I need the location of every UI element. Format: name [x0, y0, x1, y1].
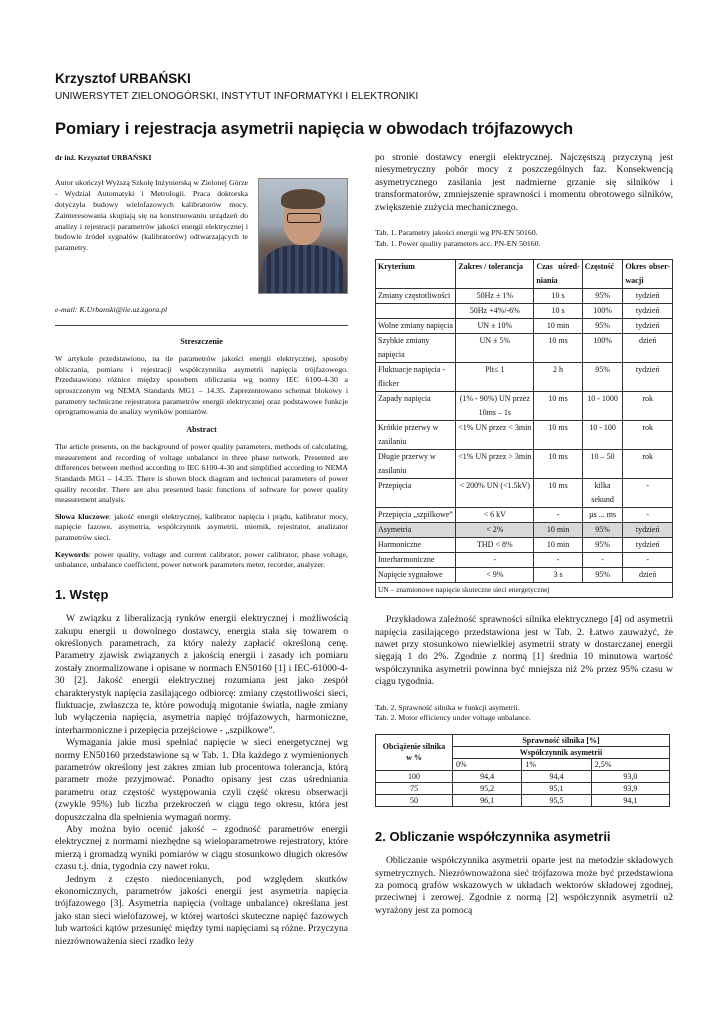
table-cell: µs ... ms	[582, 508, 623, 523]
paragraph: Obliczanie współczynnika asymetrii oparte jest na metodzie składowych symetrycznych. Niezrównoważona sieć trójfazowa może być przedstawiona za pomocą grafów wskazowych w układach wektorów składowej zgodnej, przeciwnej i zerowej. Zgodnie z normą [2] współczynnik asymetrii u2 wyrażony jest za pomocą	[375, 855, 673, 916]
table-cell: < 200% UN (<1.5kV)	[456, 479, 534, 508]
table-1-caption-en: Tab. 1. Power quality parameters acc. PN-EN 50160.	[375, 238, 541, 248]
left-column	[55, 152, 348, 948]
table-cell: <1% UN przez > 3min	[456, 450, 534, 479]
table-cell: 94,4	[453, 770, 522, 782]
t2-col-header: 2,5%	[591, 758, 669, 770]
keywords-en-label: Keywords	[55, 549, 89, 559]
t2-col-header: 0%	[453, 758, 522, 770]
table-cell: < 2%	[456, 523, 534, 538]
table-row	[376, 770, 670, 782]
table-cell: rok	[623, 392, 673, 421]
table-cell: 95%	[582, 289, 623, 304]
table-cell: 95%	[582, 363, 623, 392]
table-row	[376, 523, 673, 538]
table-cell: Szybkie zmiany napięcia	[376, 334, 456, 363]
table-row	[376, 289, 673, 304]
table-cell: Wolne zmiany napięcia	[376, 319, 456, 334]
table-cell: 94,4	[522, 770, 591, 782]
table-row	[376, 479, 673, 508]
table-row	[376, 568, 673, 583]
t2-header-efficiency: Sprawność silnika [%]	[453, 734, 670, 746]
table-cell: dzień	[623, 334, 673, 363]
keywords-en-text: : power quality, voltage and current calibrator, power calibrator, phase voltage, unbalance, unbalance coefficient, power network parameters meter, recorder, analyzer.	[55, 549, 348, 570]
author-bio: Autor ukończył Wyższą Szkołę Inżynierską w Zielonej Górze - Wydział Automatyki i Metrologii. Praca doktorska dotyczyła budowy wielofazowych kalibratorów mocy. Zainteresowania skupiają się na konstruowaniu urządzeń do analizy i rejestracji parametrów jakości energii elektrycznej i budowie źródeł sygnałów (kalibratorów) odtwarzających te parametry.	[55, 178, 248, 253]
table-cell: tydzień	[623, 289, 673, 304]
table-cell: -	[623, 553, 673, 568]
table-cell: Zmiany częstotliwości	[376, 289, 456, 304]
table-row	[376, 553, 673, 568]
paragraph: Aby można było ocenić jakość – zgodność parametrów energii elektrycznej z normami niezbędne są wieloparametrowe rejestratory, które mierzą i gromadzą wyniki pomiarów w ciągu stosunkowo długich okresów czasu t.j. dnia, tygodnia czy nawet roku.	[55, 824, 348, 873]
section-2-heading: 2. Obliczanie współczynnika asymetrii	[375, 828, 611, 844]
t1-header-cell: Czas uśred-niania	[534, 260, 582, 289]
table-cell: Harmoniczne	[376, 538, 456, 553]
table-cell: 100%	[582, 334, 623, 363]
table-2	[375, 734, 670, 807]
table-cell: < 6 kV	[456, 508, 534, 523]
table-row	[376, 392, 673, 421]
table-cell: 95,2	[453, 782, 522, 794]
table-row	[376, 319, 673, 334]
table-row	[376, 450, 673, 479]
right-column	[375, 152, 673, 917]
table-cell: rok	[623, 421, 673, 450]
table-cell: <1% UN przez < 3min	[456, 421, 534, 450]
author-line: dr inż. Krzysztof URBAŃSKI	[55, 153, 152, 162]
table-cell: 95,5	[522, 794, 591, 806]
table-cell: 96,1	[453, 794, 522, 806]
table-cell: -	[456, 553, 534, 568]
table-row	[376, 304, 673, 319]
table-cell: tydzień	[623, 319, 673, 334]
table-cell: 10 ms	[534, 450, 582, 479]
table-cell: dzień	[623, 568, 673, 583]
table-cell: -	[623, 479, 673, 508]
table-cell: -	[623, 508, 673, 523]
t2-header-unbalance: Współczynnik asymetrii	[453, 746, 670, 758]
table-cell: 10 s	[534, 304, 582, 319]
table-row	[376, 794, 670, 806]
paragraph: po stronie dostawcy energii elektrycznej. Najczęstszą przyczyną jest niesymetryczny pobór mocy z poszczególnych faz. Konsekwencją asymetrycznego zasilania jest nadmierne grzanie się silników i transformatorów, zmniejszenie sprawności i momentu obrotowego silników, zwiększenie zużycia mechanicznego.	[375, 152, 673, 213]
keywords-pl	[55, 512, 348, 544]
table-cell: Napięcie sygnałowe	[376, 568, 456, 583]
table-2-caption-en: Tab. 2. Motor efficiency under voltage unbalance.	[375, 713, 531, 723]
table-cell: Długie przerwy w zasilaniu	[376, 450, 456, 479]
author-name: Krzysztof URBAŃSKI	[55, 71, 191, 86]
table-cell: 50Hz +4%/-6%	[456, 304, 534, 319]
table-cell: tydzień	[623, 304, 673, 319]
paragraph: Jednym z często niedocenianych, pod względem skutków ekonomicznych, parametrów jakości energii jest asymetria napięcia trójfazowego [3]. Asymetria napięcia (voltage unbalance) określana jest jako stan sieci wielofazowej, w której wartości skuteczne napięć fazowych lub wartości kątów przesunięć między tymi napięciami są różne. Przyczyna niezrównoważenia sieci rzadko leży	[55, 873, 348, 947]
table-cell: tydzień	[623, 363, 673, 392]
section-1-heading: 1. Wstęp	[55, 586, 109, 602]
table-cell: -	[582, 553, 623, 568]
table-cell: kilka sekund	[582, 479, 623, 508]
table-cell: 10 ms	[534, 479, 582, 508]
table-cell: Przepięcia „szpilkowe”	[376, 508, 456, 523]
table-cell: UN ± 10%	[456, 319, 534, 334]
author-email: e-mail: K.Urbanski@iie.uz.zgora.pl	[55, 305, 168, 315]
table-cell: 10 ms	[534, 392, 582, 421]
table-2-caption	[375, 703, 673, 724]
paper-title: Pomiary i rejestracja asymetrii napięcia w obwodach trójfazowych	[55, 120, 574, 138]
table-cell: Asymetria	[376, 523, 456, 538]
paragraph: Przykładowa zależność sprawności silnika elektrycznego [4] od asymetrii napięcia zasilającego przedstawiona jest w Tab. 2. Łatwo zauważyć, że nawet przy stosunkowo niewielkiej asymetrii straty w dostarczanej energii sięgają 1 do 2%. Zgodnie z normą [1] średnia 10 minutowa wartość współczynnika asymetrii powinna być mniejsza niż 2% przez 95% czasu w ciągu tygodnia.	[375, 614, 673, 688]
table-cell: < 9%	[456, 568, 534, 583]
table-cell: Plt≤ 1	[456, 363, 534, 392]
table-row	[376, 363, 673, 392]
table-cell: 10 min	[534, 523, 582, 538]
table-cell: 95%	[582, 568, 623, 583]
table-cell: Krótkie przerwy w zasilaniu	[376, 421, 456, 450]
table-cell: 100	[376, 770, 453, 782]
table-cell: 100%	[582, 304, 623, 319]
table-cell: -	[534, 508, 582, 523]
table-cell: Zapady napięcia	[376, 392, 456, 421]
keywords-en	[55, 550, 348, 571]
table-cell: 10 min	[534, 538, 582, 553]
table-cell: 10 s	[534, 289, 582, 304]
table-cell: tydzień	[623, 538, 673, 553]
table-cell: 93,9	[591, 782, 669, 794]
table-row	[376, 334, 673, 363]
table-1-caption-pl: Tab. 1. Parametry jakości energii wg PN-EN 50160.	[375, 228, 538, 238]
keywords-pl-label: Słowa kluczowe	[55, 511, 109, 521]
table-cell: 95%	[582, 523, 623, 538]
table-cell	[376, 304, 456, 319]
paragraph: Wymagania jakie musi spełniać napięcie w sieci energetycznej wg normy EN50160 przedstawione są w Tab. 1. Dla każdego z wymienionych parametrów określony jest zakres zmian lub procentowa tolerancja, którą parametr może przyjmować. Ponadto opisany jest czas uśredniania parametru oraz częstość występowania czyli część okresu obserwacji (zwykle 95%) lub liczba przekroczeń w ciągu tego okresu, która jest dopuszczalna dla spełnienia wymagań normy.	[55, 737, 348, 823]
table-row	[376, 508, 673, 523]
table-cell: 10 ms	[534, 421, 582, 450]
table-1-caption	[375, 228, 673, 249]
table-cell: 2 h	[534, 363, 582, 392]
table-cell: (1% - 90%) UN przez 10ms – 1s	[456, 392, 534, 421]
t2-col-header: 1%	[522, 758, 591, 770]
table-cell: 94,1	[591, 794, 669, 806]
table-row	[376, 782, 670, 794]
table-cell: 10 ms	[534, 334, 582, 363]
table-cell: tydzień	[623, 523, 673, 538]
table-1	[375, 259, 673, 598]
table-cell: 10 min	[534, 319, 582, 334]
divider	[55, 325, 348, 326]
table-cell: 50Hz ± 1%	[456, 289, 534, 304]
table-cell: rok	[623, 450, 673, 479]
table-cell: Interharmoniczne	[376, 553, 456, 568]
table-cell: 10 - 1000	[582, 392, 623, 421]
table-cell: 50	[376, 794, 453, 806]
abstract-heading: Abstract	[186, 424, 217, 434]
abstract-text: The article presents, on the background of power quality parameters, methods of calculating, measurement and recording of voltage unbalance in three phase network. Presented are differences between method according to IEC 6100-4-30 and simplified according to NEMA Standards MG1 – 14.35. There is shown block diagram and technical parameters of power quality recorder. There are also presented basic functions of software for power quality measurement analysis.	[55, 442, 348, 505]
table-cell: 95%	[582, 319, 623, 334]
t1-header-cell: Zakres / tolerancja	[456, 260, 534, 289]
table-cell: Przepięcia	[376, 479, 456, 508]
table-cell: UN ± 5%	[456, 334, 534, 363]
table-cell: 95%	[582, 538, 623, 553]
t1-header-cell: Częstość	[582, 260, 623, 289]
author-photo	[258, 178, 348, 294]
streszczenie-text: W artykule przedstawiono, na tle parametrów jakości energii elektrycznej, sposoby obliczania, pomiaru i rejestracji współczynnika asymetrii napięcia trójfazowego. Przedstawiono różnice między sposobem obliczania wg normy IEC 6100-4-30 a uproszczonym wg NEMA Standards MG1 – 14.35. Zaprezentowano schemat blokowy i parametry techniczne rejestratora parametrów energii elektrycznej oraz podstawowe funkcje oprogramowania do analizy wyników pomiarów.	[55, 354, 348, 417]
table-cell: 10 – 50	[582, 450, 623, 479]
table-row	[376, 538, 673, 553]
t1-header-cell: Kryterium	[376, 260, 456, 289]
table-note: UN – znamionowe napięcie skuteczne sieci energetycznej	[376, 583, 673, 598]
table-cell: Fluktuacje napięcia - flicker	[376, 363, 456, 392]
table-cell: 75	[376, 782, 453, 794]
table-cell: 95,1	[522, 782, 591, 794]
t1-header-cell: Okres obser-wacji	[623, 260, 673, 289]
table-2-caption-pl: Tab. 2. Sprawność silnika w funkcji asymetrii.	[375, 702, 520, 712]
table-cell: 3 s	[534, 568, 582, 583]
streszczenie-heading: Streszczenie	[180, 336, 223, 346]
table-cell: -	[534, 553, 582, 568]
table-cell: THD < 8%	[456, 538, 534, 553]
affiliation: UNIWERSYTET ZIELONOGÓRSKI, INSTYTUT INFORMATYKI I ELEKTRONIKI	[55, 91, 419, 102]
table-row	[376, 583, 673, 598]
table-row	[376, 421, 673, 450]
bio-block	[55, 178, 348, 302]
table-cell: 93,0	[591, 770, 669, 782]
keywords-pl-text: : jakość energii elektrycznej, kalibrator napięcia i prądu, kalibrator mocy, napięcie fazowe, asymetria, współczynnik asymetrii, miernik, rejestrator, analizator parametrów sieci.	[55, 511, 348, 542]
paragraph: W związku z liberalizacją rynków energii elektrycznej i możliwością zakupu energii u dowolnego dostawcy, energia stała się towarem o określonych parametrach, za który należy zapłacić określoną cenę. Parametry zjawisk związanych z jakością energii i zasady ich pomiaru zostały znormalizowane i opisane w normach EN50160 [1] i IEC-61000-4-30 [2]. Jakość energii elektrycznej rozumiana jest jako zespół charakterystyk napięcia zasilającego odbiorcę: zmiany częstotliwości sieci, fluktuacje, zwłaszcza te, które powodują migotanie światła, nagłe zmiany lub wyłączenia napięcia, asymetria napięć trójfazowych, harmoniczne, interharmoniczne i przepięcia przejściowe - „szpilkowe”.	[55, 613, 348, 736]
t2-header-load: Obciążenie silnika w %	[376, 734, 453, 770]
table-cell: 10 - 100	[582, 421, 623, 450]
